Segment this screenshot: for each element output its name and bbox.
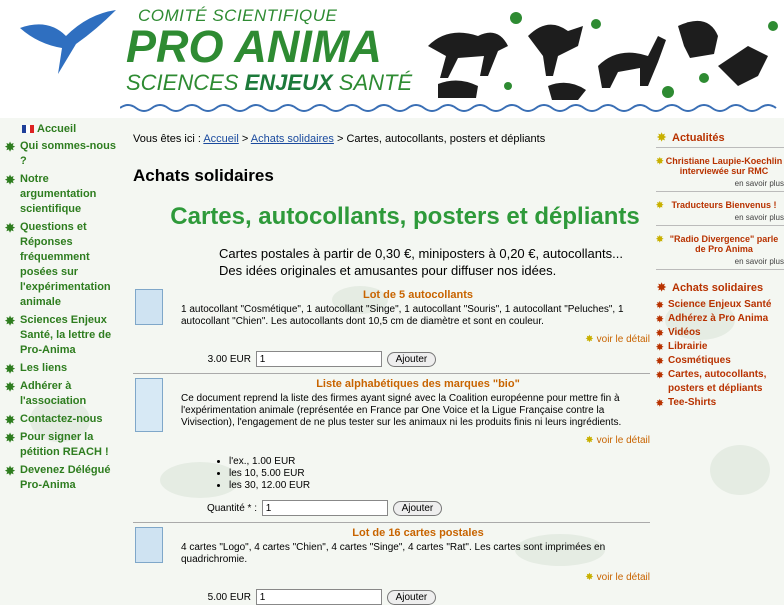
star-bullet-icon: ✸: [656, 370, 664, 380]
nav-item-label: Notre argumentation scientifique: [20, 173, 97, 215]
nav-item-label: Pour signer la pétition REACH !: [20, 431, 109, 458]
star-bullet-icon: ✸: [656, 356, 664, 366]
brand-line-3: [126, 70, 416, 96]
shop-list: [656, 298, 784, 410]
detail-link-label: voir le détail: [596, 572, 650, 583]
shop-heading: [656, 282, 784, 294]
divider: [133, 522, 650, 523]
breadcrumb-separator: >: [336, 133, 344, 145]
product-title[interactable]: Lot de 5 autocollants: [362, 289, 473, 301]
add-to-cart-row: [133, 500, 653, 516]
nav-item-join[interactable]: [0, 379, 125, 409]
product-thumbnail[interactable]: [135, 289, 163, 325]
quantity-input[interactable]: [256, 589, 382, 605]
shop-item-label: Cartes, autocollants, posters et dépliants: [668, 369, 767, 394]
main-content: [133, 122, 653, 605]
divider: [656, 269, 784, 270]
brand-line-1: COMITÉ SCIENTIFIQUE: [138, 6, 338, 25]
star-icon: ✸: [585, 435, 594, 446]
brand-line-3a: SCIENCES: [126, 70, 239, 95]
shop-item[interactable]: [656, 340, 784, 354]
news-item[interactable]: [656, 200, 784, 210]
star-icon: ✸: [656, 200, 664, 210]
bird-logo-icon: [18, 8, 118, 78]
site-header: [0, 0, 784, 118]
nav-home-label: Accueil: [37, 123, 77, 135]
breadcrumb-current: Cartes, autocollants, posters et dépliants: [346, 133, 546, 145]
intro-text: Cartes postales à partir de 0,30 €, miniposters à 0,20 €, autocollants... Des idées originales et amusantes pour diffuser nos idées.: [219, 246, 623, 278]
nav-item-faq[interactable]: [0, 220, 125, 310]
product-price: 5.00 EUR: [207, 591, 251, 603]
divider: [656, 191, 784, 192]
animal-silhouettes-banner: [418, 6, 784, 102]
shop-item-label: Librairie: [668, 341, 708, 352]
news-item[interactable]: [656, 234, 784, 254]
news-heading-label: Actualités: [672, 132, 725, 144]
product-title[interactable]: Lot de 16 cartes postales: [352, 527, 484, 539]
breadcrumb-home-link[interactable]: Accueil: [203, 133, 239, 145]
star-bullet-icon: ✸: [656, 398, 664, 408]
brand-line-3b: ENJEUX: [244, 70, 333, 95]
star-bullet-icon: ✸: [656, 328, 664, 338]
shop-item[interactable]: [656, 298, 784, 312]
nav-item-about[interactable]: [0, 139, 125, 169]
right-sidebar: [656, 122, 784, 410]
star-bullet-icon: ✸: [656, 342, 664, 352]
star-icon: ✸: [657, 282, 667, 294]
price-option: • l'ex., 1.00 EUR: [229, 456, 653, 468]
news-heading: [656, 132, 784, 144]
brand-logo[interactable]: [126, 6, 416, 96]
nav-item-label: Questions et Réponses fréquemment posées sur l'expérimentation animale: [20, 221, 111, 308]
nav-item-contact[interactable]: [0, 412, 125, 427]
product-thumbnail[interactable]: [135, 378, 163, 432]
star-bullet-icon: ✸: [5, 380, 16, 394]
shop-item-label: Vidéos: [668, 327, 701, 338]
star-icon: ✸: [585, 334, 594, 345]
read-more-link[interactable]: en savoir plus: [734, 213, 784, 222]
left-navigation: [0, 122, 125, 496]
nav-item-label: Adhérer à l'association: [20, 380, 87, 407]
news-item-title: Christiane Laupie-Koechlin interviewée sur RMC: [665, 156, 783, 176]
breadcrumb-prefix: Vous êtes ici :: [133, 133, 201, 145]
shop-item[interactable]: [656, 354, 784, 368]
breadcrumb-section-link[interactable]: Achats solidaires: [250, 133, 334, 145]
quantity-label: Quantité * :: [206, 502, 257, 514]
nav-item-petition[interactable]: [0, 430, 125, 460]
quantity-input[interactable]: [256, 351, 382, 367]
price-options: [229, 456, 653, 492]
shop-item-label: Cosmétiques: [668, 355, 731, 366]
star-bullet-icon: ✸: [5, 221, 16, 235]
star-bullet-icon: ✸: [5, 362, 16, 376]
product-stickers: [133, 289, 653, 374]
news-item[interactable]: [656, 156, 784, 176]
nav-item-label: Devenez Délégué Pro-Anima: [20, 464, 111, 491]
french-flag-icon: [22, 125, 34, 133]
shop-item-label: Tee-Shirts: [668, 397, 717, 408]
page-title: Cartes, autocollants, posters et dépliants: [170, 203, 640, 230]
shop-heading-label: Achats solidaires: [672, 282, 764, 294]
star-bullet-icon: ✸: [656, 300, 664, 310]
product-postcards: [133, 527, 653, 605]
product-thumbnail[interactable]: [135, 527, 163, 563]
product-price: 3.00 EUR: [207, 353, 251, 365]
read-more-link[interactable]: en savoir plus: [734, 179, 784, 188]
shop-item[interactable]: [656, 396, 784, 410]
star-bullet-icon: ✸: [5, 413, 16, 427]
product-description: 4 cartes "Logo", 4 cartes "Chien", 4 cartes "Singe", 4 cartes "Rat". Les cartes sont imprimées en quadrichromie.: [181, 542, 606, 565]
shop-item[interactable]: [656, 326, 784, 340]
product-description: 1 autocollant "Cosmétique", 1 autocollant "Singe", 1 autocollant "Souris", 1 autocollant "Peluches", 1 autocollant "Chien". Les autocollants dont 10,5 cm de diamètre et sont en couleur.: [181, 304, 624, 327]
star-bullet-icon: ✸: [5, 464, 16, 478]
product-description: Ce document reprend la liste des firmes ayant signé avec la Coalition européenne pour mettre fin à l'expérimentation animale (représentée en France par One Voice et la Ligue Française contre la Vivisection), l'engagement de ne plus tester sur les animaux ni les produits finis ni leurs ingrédients.: [181, 393, 622, 428]
shop-item[interactable]: [656, 312, 784, 326]
star-icon: ✸: [657, 132, 667, 144]
add-button[interactable]: Ajouter: [387, 590, 437, 605]
read-more-link[interactable]: en savoir plus: [734, 257, 784, 266]
nav-item-label: Qui sommes-nous ?: [20, 140, 116, 167]
product-bio-list: [133, 378, 653, 523]
nav-item-links[interactable]: [0, 361, 125, 376]
nav-item-label: Contactez-nous: [20, 413, 103, 425]
star-icon: ✸: [585, 572, 594, 583]
product-title[interactable]: Liste alphabétiques des marques "bio": [316, 378, 520, 390]
star-icon: ✸: [656, 234, 664, 244]
nav-item-delegate[interactable]: [0, 463, 125, 493]
add-button[interactable]: Ajouter: [387, 352, 437, 367]
detail-link[interactable]: [133, 572, 650, 583]
add-to-cart-row: [133, 351, 653, 367]
brand-line-3c: SANTÉ: [338, 70, 413, 95]
detail-link[interactable]: [133, 334, 650, 345]
nav-item-arguments[interactable]: [0, 172, 125, 217]
news-item-title: "Radio Divergence" parle de Pro Anima: [669, 234, 779, 254]
nav-item-label: Les liens: [20, 362, 68, 374]
section-title: Achats solidaires: [133, 166, 274, 185]
nav-home[interactable]: [0, 122, 125, 137]
add-button[interactable]: Ajouter: [393, 501, 443, 516]
star-bullet-icon: ✸: [5, 431, 16, 445]
breadcrumb-separator: >: [241, 133, 249, 145]
shop-item-label: Science Enjeux Santé: [668, 299, 772, 310]
divider: [133, 373, 650, 374]
add-to-cart-row: [133, 589, 653, 605]
news-item-title: Traducteurs Bienvenus !: [671, 200, 777, 210]
divider: [656, 225, 784, 226]
detail-link[interactable]: [133, 435, 650, 446]
star-bullet-icon: ✸: [5, 314, 16, 328]
brand-line-2: PRO ANIMA: [126, 21, 382, 72]
price-option: • les 10, 5.00 EUR: [229, 468, 653, 480]
star-bullet-icon: ✸: [5, 140, 16, 154]
shop-item-label: Adhérez à Pro Anima: [668, 313, 769, 324]
divider: [656, 147, 784, 148]
shop-item[interactable]: [656, 368, 784, 396]
price-option: • les 30, 12.00 EUR: [229, 480, 653, 492]
detail-link-label: voir le détail: [596, 435, 650, 446]
breadcrumb: [133, 133, 653, 145]
wave-divider: [120, 102, 784, 114]
nav-item-newsletter[interactable]: [0, 313, 125, 358]
star-bullet-icon: ✸: [5, 173, 16, 187]
nav-item-label: Sciences Enjeux Santé, la lettre de Pro-Anima: [20, 314, 112, 356]
star-icon: ✸: [656, 156, 664, 166]
detail-link-label: voir le détail: [596, 334, 650, 345]
quantity-input[interactable]: [262, 500, 388, 516]
star-bullet-icon: ✸: [656, 314, 664, 324]
